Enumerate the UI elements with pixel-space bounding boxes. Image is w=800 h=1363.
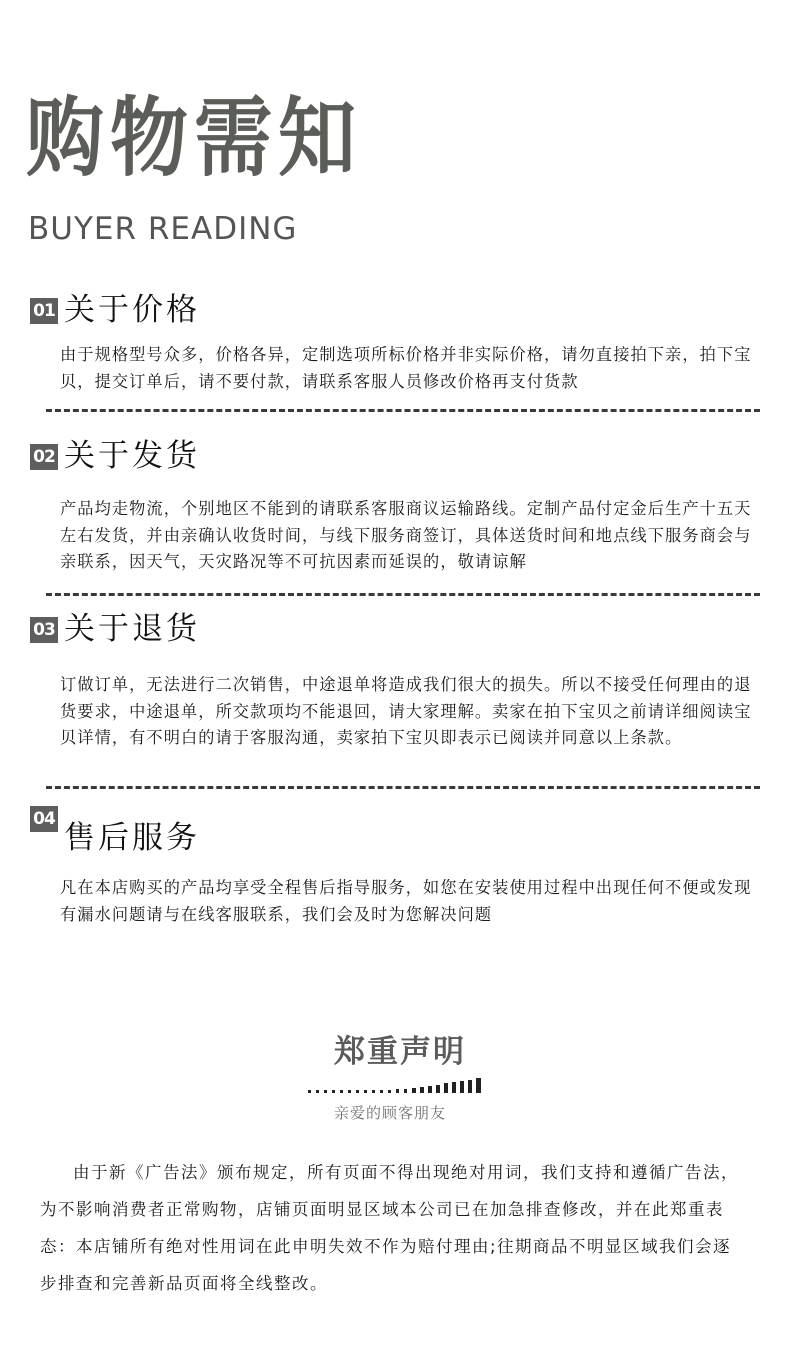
bars-decoration-icon xyxy=(308,1078,488,1094)
section-price-body: 由于规格型号众多，价格各异，定制选项所标价格并非实际价格，请勿直接拍下亲，拍下宝贝，提交订单后，请不要付款，请联系客服人员修改价格再支付货款 xyxy=(60,345,752,391)
dashed-divider xyxy=(46,786,760,789)
dashed-divider xyxy=(46,409,760,412)
section-title: 售后服务 xyxy=(64,820,200,856)
declaration-subtitle: 亲爱的顾客朋友 xyxy=(333,1104,446,1122)
section-aftersales-body: 凡在本店购买的产品均享受全程售后指导服务，如您在安装使用过程中出现任何不便或发现有漏水问题请与在线客服联系，我们会及时为您解决问题 xyxy=(60,878,752,924)
section-title: 关于价格 xyxy=(64,292,200,328)
dashed-divider xyxy=(46,593,760,596)
section-number-badge: 04 xyxy=(30,806,58,832)
page-subtitle: BUYER READING xyxy=(28,211,298,247)
section-title: 关于退货 xyxy=(64,611,200,647)
declaration-title: 郑重声明 xyxy=(334,1034,466,1070)
page-title: 购物需知 xyxy=(26,89,363,189)
section-number-badge: 02 xyxy=(30,444,58,470)
section-number-badge: 01 xyxy=(30,298,58,324)
section-title: 关于发货 xyxy=(64,438,200,474)
declaration-body: 由于新《广告法》颁布规定，所有页面不得出现绝对用词，我们支持和遵循广告法，为不影响消费者正常购物，店铺页面明显区域本公司已在加急排查修改，并在此郑重表态：本店铺所有绝对性用词在此申明失效不作为赔付理由;往期商品不明显区域我们会逐步排查和完善新品页面将全线整改。 xyxy=(40,1163,739,1293)
section-returns-body: 订做订单，无法进行二次销售，中途退单将造成我们很大的损失。所以不接受任何理由的退货要求，中途退单，所交款项均不能退回，请大家理解。卖家在拍下宝贝之前请详细阅读宝贝详情，有不明白的请于客服沟通，卖家拍下宝贝即表示已阅读并同意以上条款。 xyxy=(60,675,752,747)
section-number-badge: 03 xyxy=(30,617,58,643)
section-shipping-body: 产品均走物流，个别地区不能到的请联系客服商议运输路线。定制产品付定金后生产十五天左右发货，并由亲确认收货时间，与线下服务商签订，具体送货时间和地点线下服务商会与亲联系，因天气，天灾路况等不可抗因素而延误的，敬请谅解 xyxy=(60,499,752,571)
